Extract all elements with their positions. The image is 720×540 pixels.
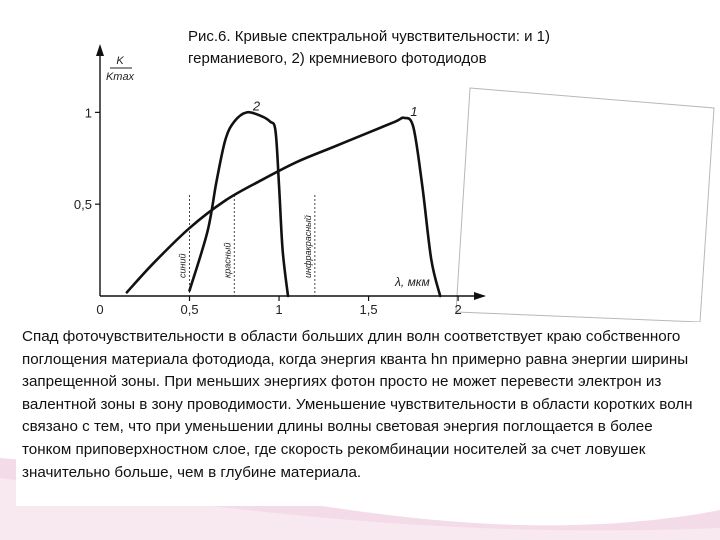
series-label-2: 2 <box>252 98 261 114</box>
caption-line-1: Рис.6. Кривые спектральной чувствительности: и 1) <box>188 28 550 45</box>
x-tick-label: 0,5 <box>180 302 199 317</box>
origin-label: 0 <box>96 302 104 317</box>
y-tick-label: 0,5 <box>73 197 92 213</box>
region-markers <box>190 195 315 296</box>
explanation-text-block <box>16 322 706 506</box>
curve-series-2 <box>190 112 288 296</box>
x-tick-label: 1,5 <box>359 302 378 317</box>
region-marker-label: синий <box>177 253 188 278</box>
y-axis-label-numerator: K <box>116 55 124 67</box>
region-marker-label: красный <box>222 242 233 278</box>
y-axis-arrow <box>96 44 104 56</box>
region-marker-label: инфракрасный <box>302 215 313 278</box>
caption-line-2: германиевого, 2) кремниевого фотодиодов <box>188 50 487 67</box>
x-tick-label: 2 <box>454 302 462 317</box>
x-tick-label: 1 <box>275 302 283 317</box>
explanation-paragraph: Спад фоточувствительности в области больших длин волн соответствует краю собственного поглощения материала фотодиода, когда энергия кванта hn примерно равна энергии ширины запрещенной зоны. При меньших энергиях фотон просто не может перевести электрон из валентной зоны в зону проводимости. Уменьшение чувствительности в области коротких волн связано с тем, что при уменьшении длины волны световая энергия поглощается в более тонком приповерхностном слое, где скорость рекомбинации носителей за счет ловушек значительно больше, чем в глубине материала. <box>22 328 693 481</box>
x-axis-label: λ, мкм <box>395 275 430 289</box>
series-label-1: 1 <box>410 103 418 119</box>
chart-labels <box>74 55 462 317</box>
y-axis-label-denominator: Kmax <box>105 71 135 83</box>
x-axis-arrow <box>474 292 486 300</box>
spectral-sensitivity-chart <box>70 40 490 320</box>
y-tick-label: 1 <box>84 105 92 121</box>
curves <box>127 112 440 296</box>
